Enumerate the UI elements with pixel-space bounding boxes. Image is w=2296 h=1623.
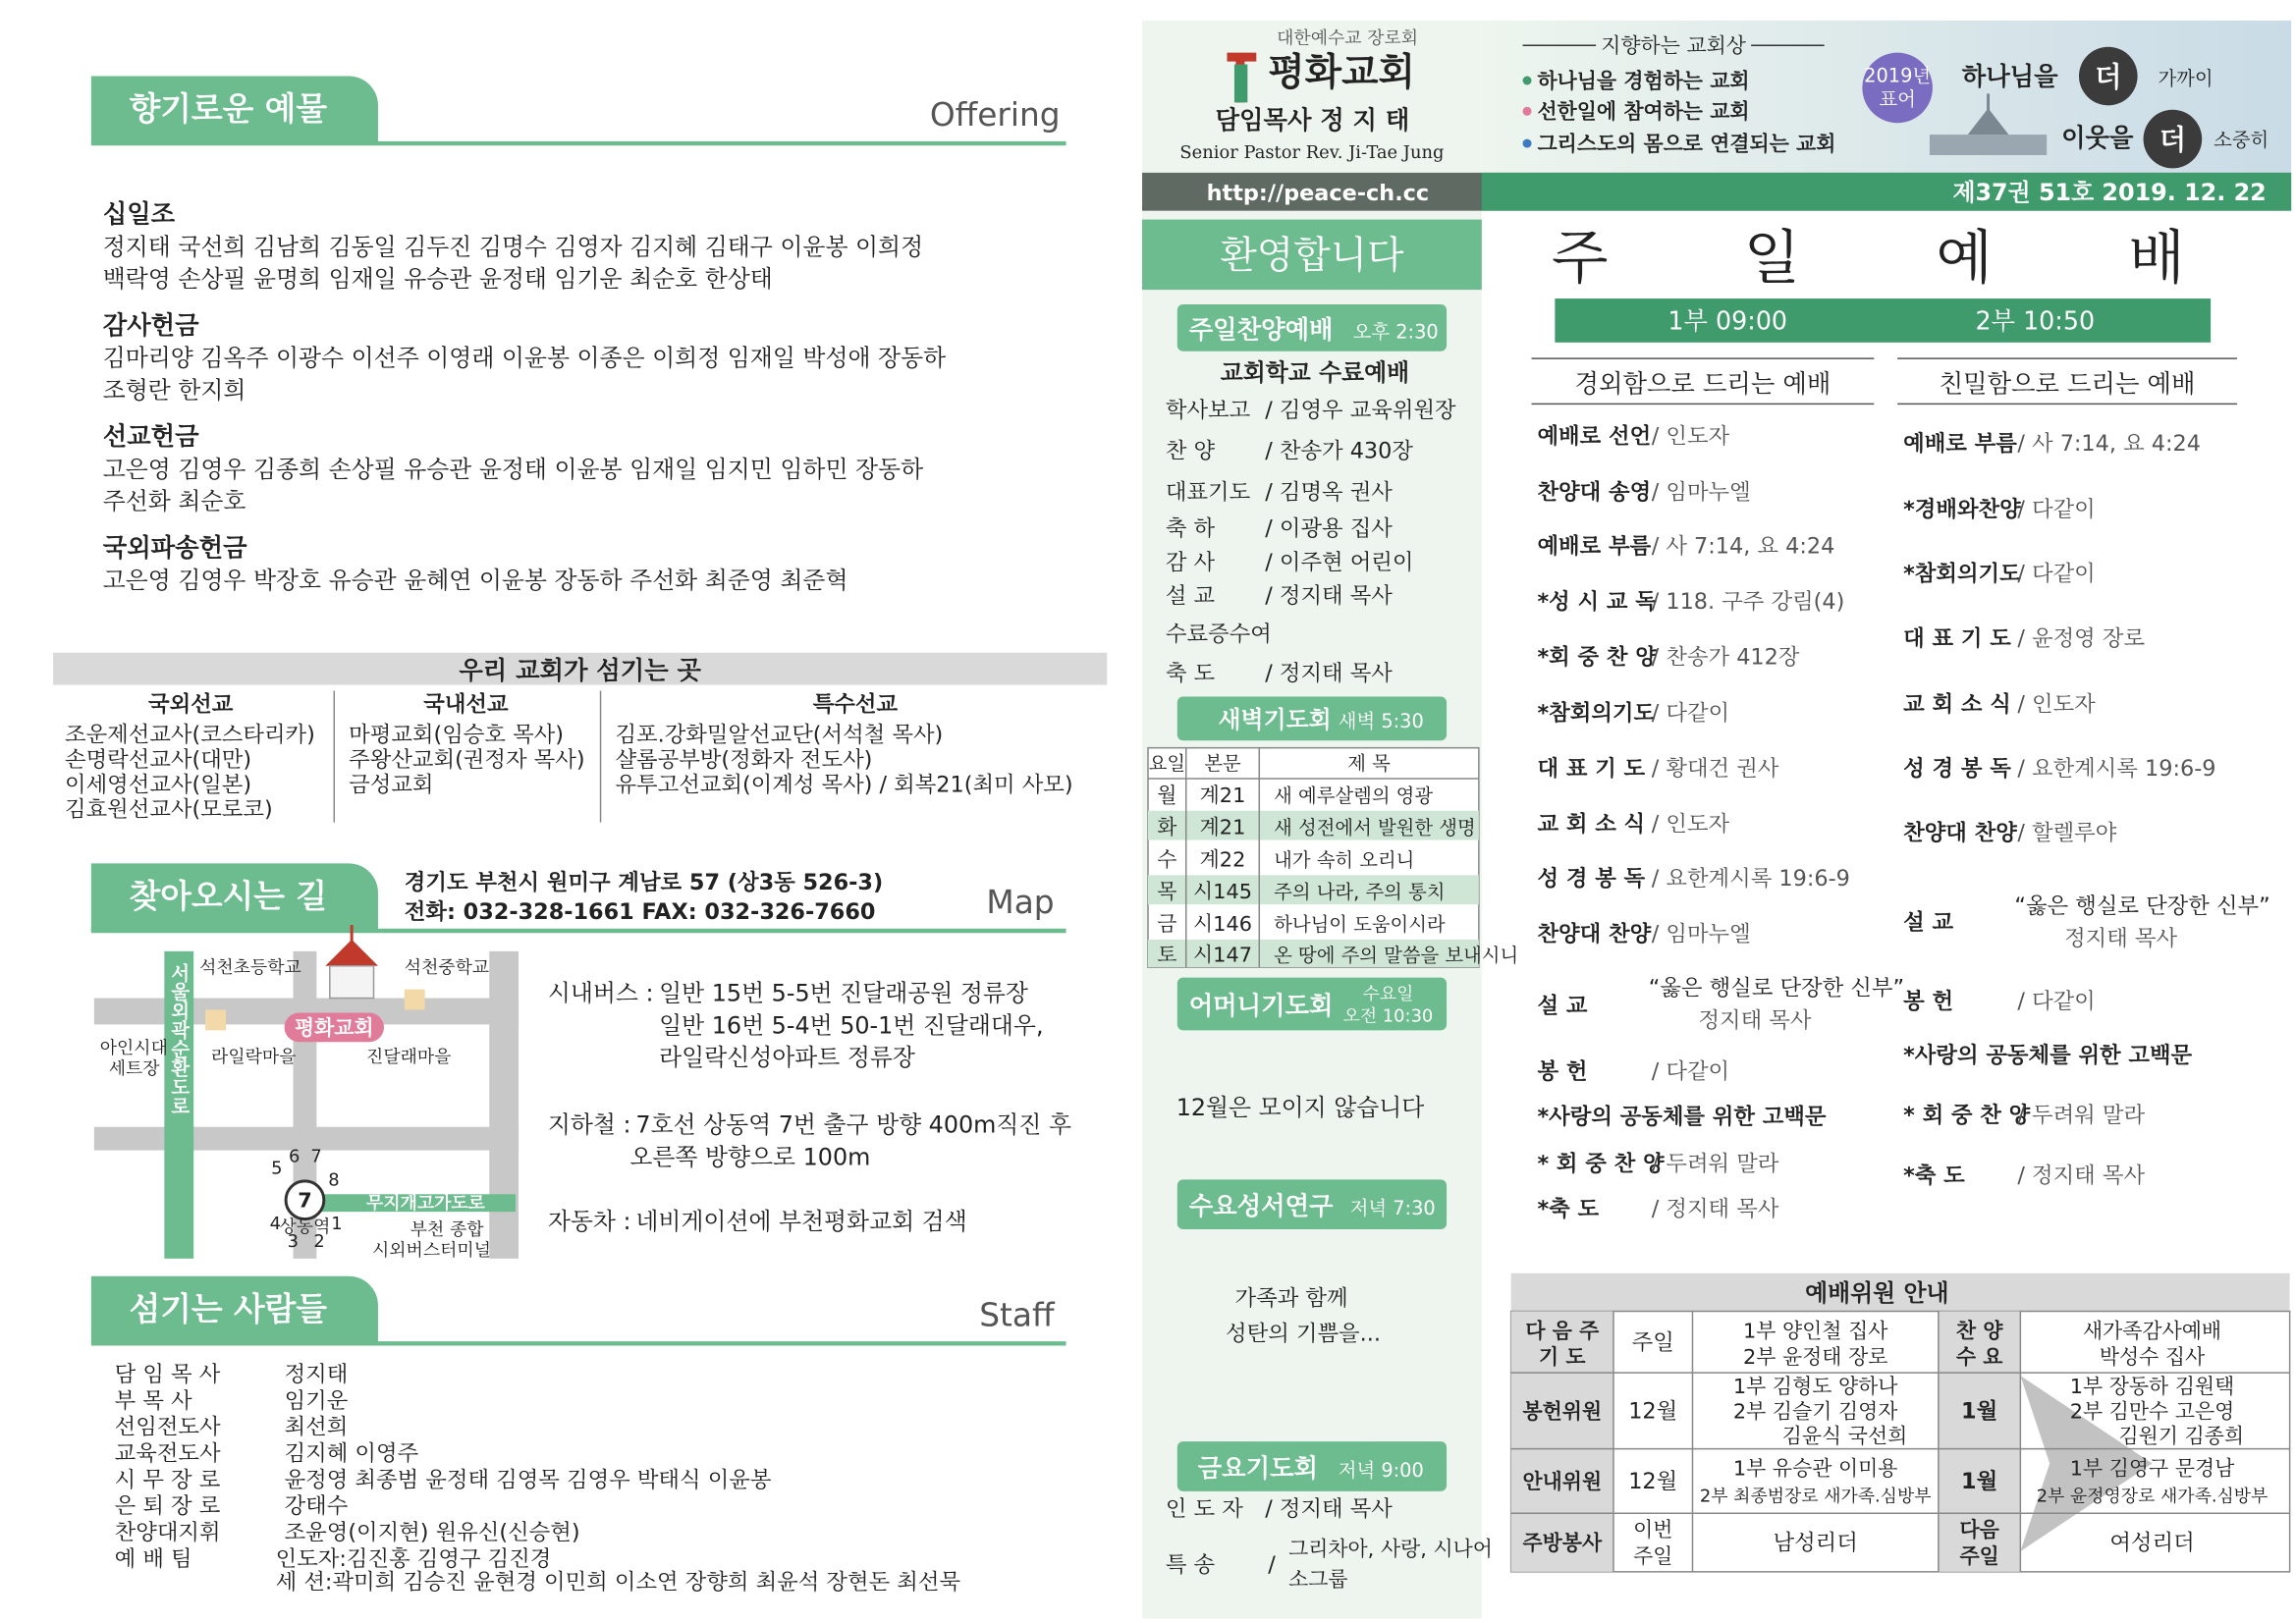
mothers-day: 수요일 — [1362, 984, 1414, 1005]
exit-number: 2 — [313, 1230, 325, 1252]
staff-names: 인도자:김진홍 김영구 김진경 — [275, 1545, 552, 1572]
order-key: 예배로 부름 — [1903, 431, 2017, 458]
pastor-name: 담임목사 정 지 태 — [1215, 105, 1410, 135]
duty-names: 2부 최종범장로 새가족.심방부 — [1699, 1486, 1932, 1507]
mission-col-head: 국외선교 — [148, 691, 234, 718]
church-phone: 전화: 032-328-1661 FAX: 032-326-7660 — [404, 899, 876, 926]
map-label: 부천 종합 — [410, 1219, 484, 1241]
first-service-time: 1부 09:00 — [1667, 305, 1788, 336]
mission-item: 조운제선교사(코스타리카) — [65, 722, 315, 748]
order-key: *경배와찬양 — [1903, 497, 2021, 523]
dawn-sermon: 하나님이 도움이시라 — [1274, 912, 1446, 936]
staff-title: 섬기는 사람들 — [129, 1290, 328, 1328]
sermon-title: “옳은 행실로 단장한 신부” — [2014, 893, 2270, 920]
duty-label: 1월 — [1961, 1468, 1998, 1494]
church-name: 평화교회 — [1268, 50, 1415, 95]
vision-title: 지향하는 교회상 — [1601, 33, 1746, 58]
mission-col-head: 특수선교 — [812, 691, 899, 718]
praise-item-value: / 정지태 목사 — [1265, 583, 1393, 610]
map-church-label: 평화교회 — [294, 1015, 374, 1040]
welcome-text: 환영합니다 — [1220, 233, 1404, 278]
staff-names: 정지태 — [284, 1362, 349, 1388]
dawn-day: 토 — [1157, 943, 1177, 967]
order-value: / 다같이 — [2017, 497, 2096, 523]
staff-role: 교육전도사 — [114, 1440, 221, 1467]
duty-title: 예배위원 안내 — [1805, 1279, 1949, 1308]
staff-names: 조윤영(이지현) 원유신(신승현) — [284, 1520, 580, 1546]
order-value: / 요한계시록 19:6-9 — [2017, 755, 2216, 782]
offering-line: 김마리양 김옥주 이광수 이선주 이영래 이윤봉 이종은 이희정 임재일 박성애 장동하 — [102, 344, 947, 372]
map-label: 아인시대 — [99, 1038, 168, 1059]
duty-names: 김원기 김종희 — [2118, 1424, 2245, 1448]
bible-note: 성탄의 기쁨을... — [1226, 1321, 1381, 1347]
dawn-sermon: 온 땅에 주의 말씀을 보내시니 — [1274, 944, 1519, 967]
order-key: 설 교 — [1537, 993, 1588, 1019]
duty-names: 여성리더 — [2109, 1530, 2195, 1556]
car-direction: 네비게이션에 부천평화교회 검색 — [635, 1208, 967, 1236]
praise-item-value: / 김영우 교육위원장 — [1265, 397, 1456, 423]
praise-item-key: 감 사 — [1165, 549, 1216, 575]
offering-en: Offering — [929, 96, 1061, 135]
bus-line: 일반 16번 5-4번 50-1번 진달래대우, — [659, 1011, 1044, 1040]
duty-when: 12월 — [1628, 1398, 1678, 1425]
duty-names: 1부 김형도 양하나 — [1732, 1374, 1898, 1398]
church-denomination: 대한예수교 장로회 — [1277, 27, 1418, 49]
subway-label: 지하철 : — [547, 1110, 631, 1139]
staff-role: 찬양대지휘 — [114, 1520, 221, 1546]
sermon-preacher: 정지태 목사 — [2064, 925, 2178, 951]
map-en: Map — [986, 884, 1055, 922]
motto-neighbor: 이웃을 — [2061, 123, 2134, 153]
map-label: 시외버스터미널 — [372, 1239, 491, 1261]
order-key: 예배로 부름 — [1537, 533, 1652, 560]
duty-label: 주일 — [1959, 1543, 1999, 1568]
map-road — [489, 951, 519, 1259]
staff-role: 시 무 장 로 — [114, 1467, 221, 1493]
praise-item-key: 학사보고 — [1165, 397, 1251, 423]
order-value: / 황대건 권사 — [1651, 755, 1779, 782]
mission-col-head: 국내선교 — [423, 691, 509, 718]
offering-label-mission: 선교헌금 — [102, 421, 199, 452]
order-key: 봉 헌 — [1537, 1058, 1588, 1085]
order-key: 성 경 봉 독 — [1903, 755, 2011, 782]
order-value: / 할렐루야 — [2017, 820, 2117, 846]
vision-item: 선한일에 참여하는 교회 — [1537, 99, 1750, 124]
mission-item: 김포.강화밀알선교단(서석철 목사) — [615, 722, 944, 748]
duty-names: 2부 김만수 고은영 — [2069, 1399, 2235, 1424]
order-key: *축 도 — [1903, 1163, 1965, 1189]
dawn-header: 제 목 — [1347, 752, 1391, 776]
staff-role: 선임전도사 — [114, 1414, 221, 1440]
bus-label: 시내버스 : — [547, 979, 654, 1007]
mission-item: 금성교회 — [349, 772, 434, 798]
exit-number: 6 — [289, 1146, 301, 1167]
order-key: *참회의기도 — [1537, 700, 1656, 727]
school-icon — [205, 1009, 226, 1030]
vision-banner — [1482, 21, 2291, 173]
praise-item-key: 축 하 — [1165, 515, 1216, 542]
order-key: 찬양대 찬양 — [1903, 820, 2017, 846]
mission-item: 주왕산교회(권정자 목사) — [349, 747, 585, 774]
dawn-day: 화 — [1157, 815, 1177, 839]
duty-names: 1부 양인철 집사 — [1742, 1319, 1888, 1343]
order-value: / 118. 구주 강림(4) — [1651, 589, 1845, 616]
praise-item-key: 설 교 — [1165, 583, 1216, 610]
offering-line: 백락영 손상필 윤명희 임재일 유승관 윤정태 임기운 최순호 한상태 — [102, 265, 773, 294]
svg-text:/: / — [1268, 1551, 1276, 1578]
order-key: *사랑의 공동체를 위한 고백문 — [1903, 1043, 2193, 1069]
bible-time: 저녁 7:30 — [1349, 1197, 1436, 1220]
duty-roster — [1511, 1273, 2290, 1572]
subway-line: 오른쪽 방향으로 100m — [629, 1143, 871, 1171]
dawn-header: 요일 — [1148, 752, 1186, 776]
vision-item: 하나님을 경험하는 교회 — [1537, 69, 1750, 93]
dawn-day: 목 — [1157, 880, 1177, 904]
sermon-title: “옳은 행실로 단장한 신부” — [1648, 975, 1905, 1001]
duty-names: 2부 김슬기 김영자 — [1732, 1399, 1898, 1424]
staff-names: 강태수 — [284, 1493, 349, 1520]
order-value: / 사 7:14, 요 4:24 — [1651, 533, 1835, 560]
praise-title: 주일찬양예배 — [1188, 314, 1334, 345]
praise-item-value: / 찬송가 430장 — [1265, 438, 1413, 464]
duty-label: 기 도 — [1539, 1345, 1586, 1370]
duty-label: 1월 — [1961, 1398, 1998, 1425]
order-key: 교 회 소 식 — [1537, 811, 1646, 838]
dawn-sermon: 내가 속히 오리니 — [1274, 848, 1415, 872]
offering-label-thanks: 감사헌금 — [102, 309, 199, 340]
offering-line: 정지태 국선희 김남희 김동일 김두진 김명수 김영자 김지혜 김태구 이윤봉 이희정 — [102, 233, 924, 261]
exit-number: 7 — [310, 1146, 322, 1167]
praise-item-key: 수료증수여 — [1165, 621, 1272, 647]
map-label: 상동역 — [279, 1217, 331, 1238]
offering-line: 고은영 김영우 김종희 손상필 유승관 윤정태 이윤봉 임재일 임지민 임하민 장동하 — [102, 455, 924, 483]
offering-line: 조형란 한지희 — [102, 376, 246, 405]
order-value: / 인도자 — [1651, 811, 1730, 838]
map-label: 석천초등학교 — [199, 957, 301, 979]
subway-line-number: 7 — [298, 1188, 312, 1213]
sermon-preacher: 정지태 목사 — [1698, 1007, 1812, 1034]
bus-line: 일반 15번 5-5번 진달래공원 정류장 — [659, 979, 1028, 1007]
motto-more: 더 — [2095, 60, 2122, 93]
order-key: * 회 중 찬 양 — [1903, 1103, 2031, 1129]
order-value: / 요한계시록 19:6-9 — [1651, 865, 1850, 892]
mission-item: 유투고선교회(이계성 목사) / 회복21(최미 사모) — [615, 772, 1073, 798]
staff-names: 최선희 — [284, 1414, 349, 1440]
duty-names: 1부 장동하 김원택 — [2069, 1374, 2235, 1398]
map-label: 세트장 — [108, 1058, 160, 1080]
dawn-title: 새벽기도회 — [1218, 705, 1332, 733]
friday-special-value: 그리차아, 사랑, 시나어 — [1288, 1537, 1493, 1561]
dawn-sermon: 새 예루살렘의 영광 — [1274, 784, 1434, 807]
friday-leader-key: 인 도 자 — [1165, 1496, 1243, 1523]
first-service-theme: 경외함으로 드리는 예배 — [1574, 368, 1831, 399]
friday-time: 저녁 9:00 — [1338, 1458, 1424, 1482]
friday-title: 금요기도회 — [1197, 1452, 1319, 1483]
mission-item: 손명락선교사(대만) — [65, 747, 252, 774]
staff-role: 부 목 사 — [114, 1387, 192, 1414]
mission-item: 이세영선교사(일본) — [65, 772, 252, 798]
order-value: / 다같이 — [1651, 1058, 1730, 1085]
pastor-name-en: Senior Pastor Rev. Ji-Tae Jung — [1179, 141, 1445, 163]
sunday-title: 주 일 예 배 — [1551, 225, 2244, 294]
dawn-day: 금 — [1157, 911, 1177, 936]
exit-number: 1 — [331, 1214, 343, 1235]
map-label: 석천중학교 — [404, 957, 490, 979]
order-key: 찬양대 송영 — [1537, 479, 1652, 506]
vision-item: 그리스도의 몸으로 연결되는 교회 — [1537, 132, 1836, 156]
order-value: / 다같이 — [2017, 988, 2096, 1014]
year-badge-label: 표어 — [1879, 87, 1916, 111]
exit-number: 5 — [271, 1158, 283, 1179]
map-label: 라일락마을 — [211, 1047, 297, 1068]
second-service-time: 2부 10:50 — [1975, 305, 2096, 336]
exit-number: 4 — [269, 1214, 282, 1235]
map-title: 찾아오시는 길 — [129, 878, 328, 916]
staff-names: 윤정영 최종범 윤정태 김영목 김영우 박태식 이윤봉 — [284, 1467, 772, 1493]
duty-names: 1부 김영구 문경남 — [2069, 1456, 2235, 1481]
church-address: 경기도 부천시 원미구 계남로 57 (상3동 526-3) — [404, 870, 884, 896]
motto-near: 가까이 — [2158, 67, 2214, 90]
duty-when: 이번 — [1633, 1518, 1673, 1542]
order-key: 대 표 기 도 — [1903, 625, 2011, 652]
praise-item-key: 대표기도 — [1165, 479, 1251, 506]
order-value: / 정지태 목사 — [1651, 1196, 1779, 1222]
offering-line: 주선화 최순호 — [102, 487, 246, 515]
dawn-text: 계21 — [1199, 783, 1246, 807]
map-label: 무지개고가도로 — [366, 1193, 485, 1215]
offering-label-overseas: 국외파송헌금 — [102, 532, 247, 563]
duty-when: 주일 — [1633, 1543, 1673, 1568]
dawn-time: 새벽 5:30 — [1338, 709, 1424, 732]
mission-item: 마평교회(임승호 목사) — [349, 722, 564, 748]
praise-time: 오후 2:30 — [1352, 320, 1439, 344]
offering-line: 고은영 김영우 박장호 유승관 윤혜연 이윤봉 장동하 주선화 최준영 최준혁 — [102, 567, 848, 595]
praise-item-key: 찬 양 — [1165, 438, 1216, 464]
order-value: / 다같이 — [1651, 700, 1730, 727]
order-key: 설 교 — [1903, 909, 1954, 936]
staff-names: 김지혜 이영주 — [284, 1440, 419, 1467]
map-label: 진달래마을 — [366, 1047, 452, 1068]
order-key: 찬양대 찬양 — [1537, 921, 1652, 947]
friday-leader-value: / 정지태 목사 — [1265, 1496, 1393, 1523]
offering-label-tithe: 십일조 — [102, 198, 176, 229]
order-value: / 두려워 말라 — [2017, 1103, 2146, 1129]
staff-names: 임기운 — [284, 1387, 349, 1414]
order-value: / 사 7:14, 요 4:24 — [2017, 431, 2201, 458]
friday-special-value: 소그룹 — [1288, 1567, 1348, 1592]
duty-when: 12월 — [1628, 1468, 1678, 1494]
offering-title: 향기로운 예물 — [129, 90, 328, 129]
bible-note: 가족과 함께 — [1234, 1285, 1348, 1312]
duty-when: 주일 — [1631, 1329, 1674, 1356]
car-label: 자동차 : — [547, 1208, 631, 1236]
duty-names: 1부 유승관 이미용 — [1732, 1456, 1898, 1481]
service-times-bar — [1555, 298, 2211, 343]
duty-names: 김윤식 국선희 — [1781, 1424, 1908, 1448]
subway-line: 7호선 상동역 7번 출구 방향 400m직진 후 — [635, 1110, 1072, 1139]
staff-role: 은 퇴 장 로 — [114, 1493, 221, 1520]
order-key: *회 중 찬 양 — [1537, 644, 1657, 671]
staff-en: Staff — [979, 1296, 1055, 1334]
mothers-note: 12월은 모이지 않습니다 — [1175, 1093, 1425, 1121]
motto-precious: 소중히 — [2214, 129, 2269, 152]
year-badge-year: 2019년 — [1864, 64, 1932, 87]
mission-item: 김효원선교사(모로코) — [65, 796, 273, 823]
dawn-text: 시147 — [1193, 943, 1253, 967]
praise-item-value: / 정지태 목사 — [1265, 661, 1393, 687]
duty-names: 2부 윤정태 장로 — [1742, 1345, 1888, 1370]
exit-number: 3 — [287, 1230, 299, 1252]
praise-subtitle: 교회학교 수료예배 — [1220, 358, 1410, 387]
order-key: 성 경 봉 독 — [1537, 865, 1646, 892]
dawn-day: 수 — [1157, 847, 1177, 872]
order-key: *참회의기도 — [1903, 561, 2021, 587]
staff-role: 담 임 목 사 — [114, 1362, 221, 1388]
mission-title: 우리 교회가 섬기는 곳 — [459, 655, 702, 685]
praise-item-value: / 김명옥 권사 — [1265, 479, 1393, 506]
bible-title: 수요성서연구 — [1188, 1191, 1334, 1221]
friday-special-key: 특 송 — [1165, 1551, 1216, 1578]
church-url[interactable]: http://peace-ch.cc — [1206, 181, 1430, 207]
map-road-label: 서울외곽순환도로 — [167, 962, 191, 1115]
order-key: 대 표 기 도 — [1537, 755, 1646, 782]
order-key: *성 시 교 독 — [1537, 589, 1657, 616]
order-value: / 인도자 — [2017, 691, 2096, 718]
praise-item-value: / 이주현 어린이 — [1265, 549, 1414, 575]
order-key: 교 회 소 식 — [1903, 691, 2011, 718]
praise-item-value: / 이광용 집사 — [1265, 515, 1393, 542]
motto-more: 더 — [2159, 124, 2187, 157]
duty-label: 다 음 주 — [1525, 1319, 1600, 1343]
dawn-sermon: 새 성전에서 발원한 생명 — [1274, 816, 1476, 839]
order-value: / 인도자 — [1651, 423, 1730, 450]
duty-label: 수 요 — [1955, 1345, 2003, 1370]
school-icon — [405, 990, 425, 1010]
dawn-day: 월 — [1157, 783, 1177, 807]
praise-item-key: 축 도 — [1165, 661, 1216, 687]
duty-names: 2부 윤정영장로 새가족.심방부 — [2036, 1486, 2269, 1507]
staff-role: 예 배 팀 — [114, 1545, 192, 1572]
order-key: *축 도 — [1537, 1196, 1600, 1222]
dawn-sermon: 주의 나라, 주의 통치 — [1274, 881, 1446, 904]
mothers-time: 오전 10:30 — [1342, 1005, 1434, 1027]
second-service-theme: 친밀함으로 드리는 예배 — [1939, 368, 2196, 399]
duty-label: 다음 — [1959, 1518, 1999, 1542]
order-key: *사랑의 공동체를 위한 고백문 — [1537, 1104, 1827, 1130]
mission-item: 샬롬공부방(정화자 전도사) — [615, 747, 873, 774]
duty-names: 남성리더 — [1773, 1530, 1858, 1556]
mothers-title: 어머니기도회 — [1188, 990, 1334, 1020]
bus-line: 라일락신성아파트 정류장 — [659, 1044, 915, 1072]
order-key: 예배로 선언 — [1537, 423, 1652, 450]
motto-god: 하나님을 — [1961, 61, 2058, 91]
issue-info: 제37권 51호 2019. 12. 22 — [1952, 179, 2267, 207]
duty-label: 주방봉사 — [1522, 1531, 1603, 1555]
duty-names: 박성수 집사 — [2099, 1345, 2206, 1370]
duty-label: 봉헌위원 — [1522, 1399, 1603, 1424]
order-value: / 임마누엘 — [1651, 479, 1751, 506]
order-value: / 찬송가 412장 — [1651, 644, 1800, 671]
duty-label: 안내위원 — [1522, 1469, 1603, 1493]
dawn-text: 계22 — [1199, 847, 1246, 872]
dawn-text: 시145 — [1193, 880, 1253, 904]
order-key: 봉 헌 — [1903, 988, 1954, 1014]
dawn-header: 본문 — [1204, 752, 1241, 776]
staff-names: 세 션:곽미희 김승진 윤현경 이민희 이소연 장향희 최윤석 장현돈 최선묵 — [275, 1569, 961, 1596]
order-value: / 임마누엘 — [1651, 921, 1751, 947]
order-key: * 회 중 찬 양 — [1537, 1151, 1665, 1177]
dawn-text: 시146 — [1193, 911, 1253, 936]
duty-label: 찬 양 — [1955, 1319, 2003, 1343]
order-value: / 다같이 — [2017, 561, 2096, 587]
dawn-text: 계21 — [1199, 815, 1246, 839]
exit-number: 8 — [328, 1169, 340, 1191]
order-value: / 윤정영 장로 — [2017, 625, 2146, 652]
order-value: / 두려워 말라 — [1651, 1151, 1779, 1177]
order-value: / 정지태 목사 — [2017, 1163, 2146, 1189]
duty-names: 새가족감사예배 — [2082, 1319, 2222, 1343]
